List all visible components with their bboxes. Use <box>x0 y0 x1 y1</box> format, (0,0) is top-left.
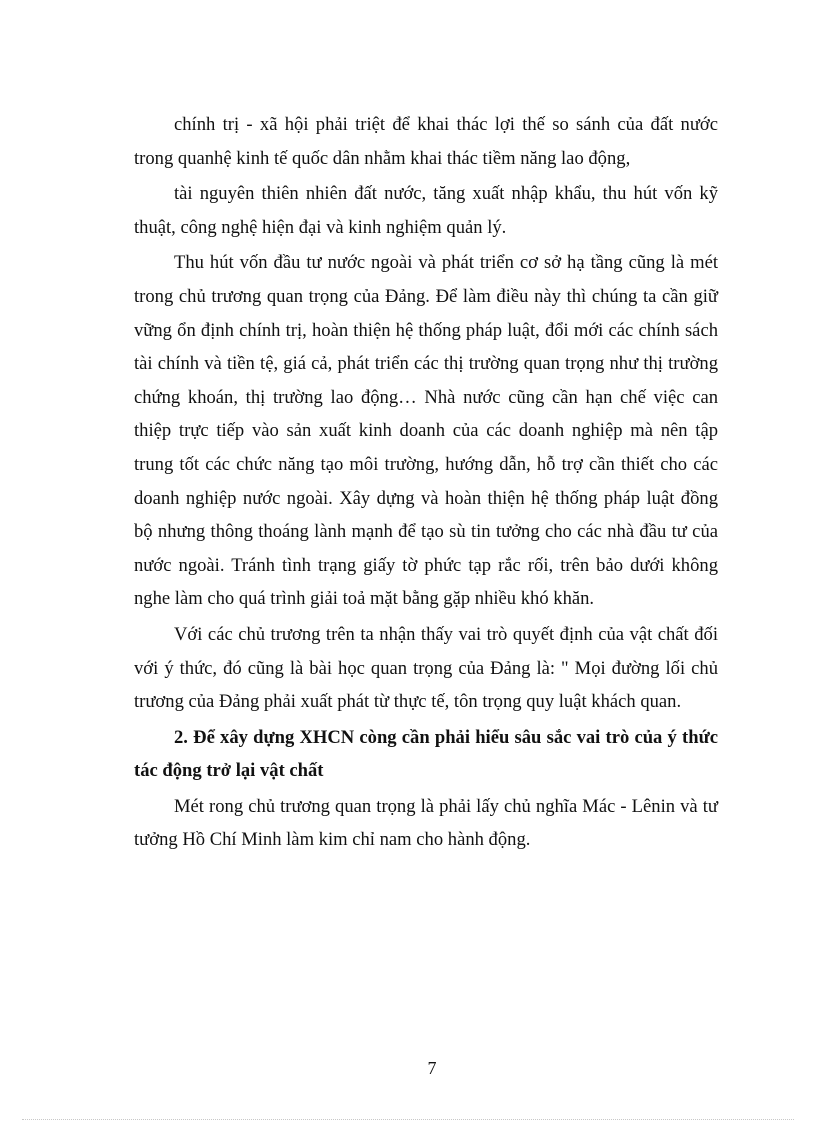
page-number: 7 <box>427 1058 437 1078</box>
section-heading-2: 2. Để xây dựng XHCN còng cần phải hiểu sâu sắc vai trò của ý thức tác động trở lại vật chất <box>134 726 718 782</box>
page-body <box>134 108 718 857</box>
paragraph-role-of-matter: Với các chủ trương trên ta nhận thấy vai trò quyết định của vật chất đối với ý thức, đó cũng là bài học quan trọng của Đảng là: " Mọi đường lối chủ trương của Đảng phải xuất phát từ thực tế, tôn trọng quy luật khách quan. <box>134 623 718 713</box>
page-bottom-divider <box>22 1119 794 1120</box>
paragraph-exploit-advantages: chính trị - xã hội phải triệt để khai thác lợi thế so sánh của đất nước trong quanhệ kinh tế quốc dân nhằm khai thác tiềm năng lao động, <box>134 114 718 169</box>
paragraph-marxism-leninism: Mét rong chủ trương quan trọng là phải lấy chủ nghĩa Mác - Lênin và tư tưởng Hồ Chí Minh làm kim chỉ nam cho hành động. <box>134 795 718 851</box>
paragraph-foreign-investment: Thu hút vốn đầu tư nước ngoài và phát triển cơ sở hạ tầng cũng là mét trong chủ trương quan trọng của Đảng. Để làm điều này thì chúng ta cần giữ vững ổn định chính trị, hoàn thiện hệ thống pháp luật, đổi mới các chính sách tài chính và tiền tệ, giá cả, phát triển các thị trường quan trọng như thị trường chứng khoán, thị trường lao động… Nhà nước cũng cần hạn chế việc can thiệp trực tiếp vào sản xuất kinh doanh của các doanh nghiệp mà nên tập trung tốt các chức năng tạo môi trường, hướng dẫn, hỗ trợ cần thiết cho các doanh nghiệp nước ngoài. Xây dựng và hoàn thiện hệ thống pháp luật đồng bộ nhưng thông thoáng lành mạnh để tạo sù tin tưởng cho các nhà đầu tư của nước ngoài. Tránh tình trạng giấy tờ phức tạp rắc rối, trên bảo dưới không nghe làm cho quá trình giải toả mặt bằng gặp nhiều khó khăn. <box>134 252 718 610</box>
paragraph-natural-resources: tài nguyên thiên nhiên đất nước, tăng xuất nhập khẩu, thu hút vốn kỹ thuật, công nghệ hiện đại và kinh nghiệm quản lý. <box>134 183 718 238</box>
